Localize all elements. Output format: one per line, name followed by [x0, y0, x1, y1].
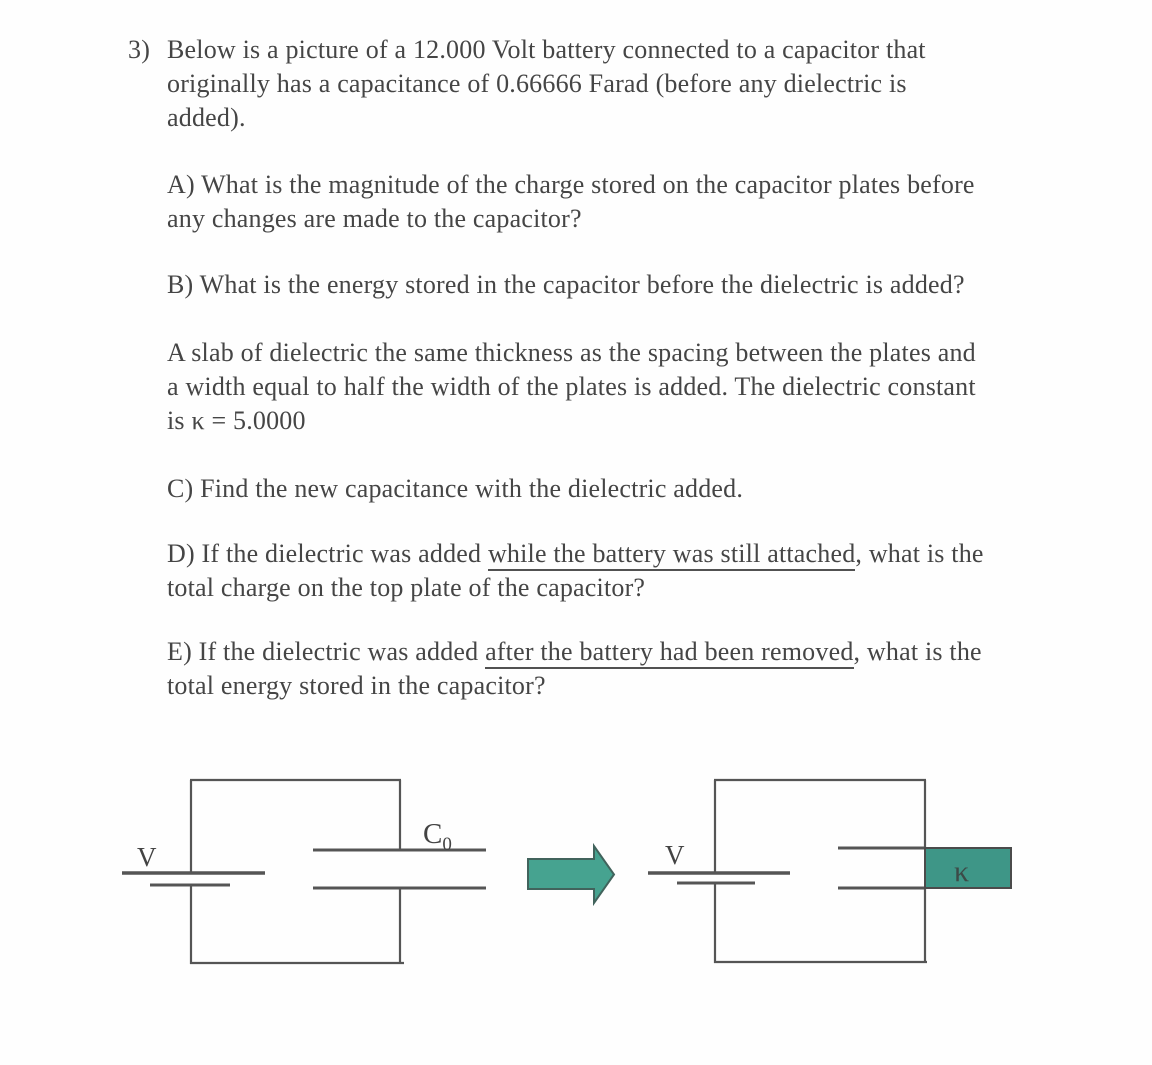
text-line: is κ = 5.0000: [167, 406, 306, 435]
text-line: added).: [167, 103, 246, 132]
text-segment: D) If the dielectric was added: [167, 539, 488, 568]
text-line: total charge on the top plate of the capacitor?: [167, 573, 646, 602]
capacitance-label: C0: [423, 818, 452, 855]
text-line: a width equal to half the width of the plates is added. The dielectric constant: [167, 372, 976, 401]
text-segment: , what is the: [853, 637, 982, 666]
text-line: A) What is the magnitude of the charge stored on the capacitor plates before: [167, 170, 975, 199]
text-segment: E) If the dielectric was added: [167, 637, 486, 666]
kappa-label: κ: [954, 855, 970, 888]
problem-number: 3): [128, 35, 151, 64]
voltage-label: V: [665, 840, 685, 870]
text-segment: , what is the: [855, 539, 984, 568]
battery-symbol: [122, 873, 265, 885]
left-circuit-before: [122, 780, 486, 964]
text-line: total energy stored in the capacitor?: [167, 671, 546, 700]
underlined-phrase: while the battery was still attached: [488, 539, 855, 571]
right-arrow-icon: [528, 846, 614, 903]
voltage-label: V: [137, 842, 157, 872]
text-line: originally has a capacitance of 0.66666 Farad (before any dielectric is: [167, 69, 907, 98]
underlined-phrase: after the battery had been removed: [485, 637, 853, 669]
text-line: B) What is the energy stored in the capacitor before the dielectric is added?: [167, 270, 965, 299]
text-line: C) Find the new capacitance with the dielectric added.: [167, 474, 744, 503]
right-circuit-after: [648, 780, 1011, 963]
text-line: A slab of dielectric the same thickness as the spacing between the plates and: [167, 338, 976, 367]
text-line: any changes are made to the capacitor?: [167, 204, 582, 233]
text-line: Below is a picture of a 12.000 Volt battery connected to a capacitor that: [167, 35, 926, 64]
battery-symbol: [648, 873, 790, 883]
